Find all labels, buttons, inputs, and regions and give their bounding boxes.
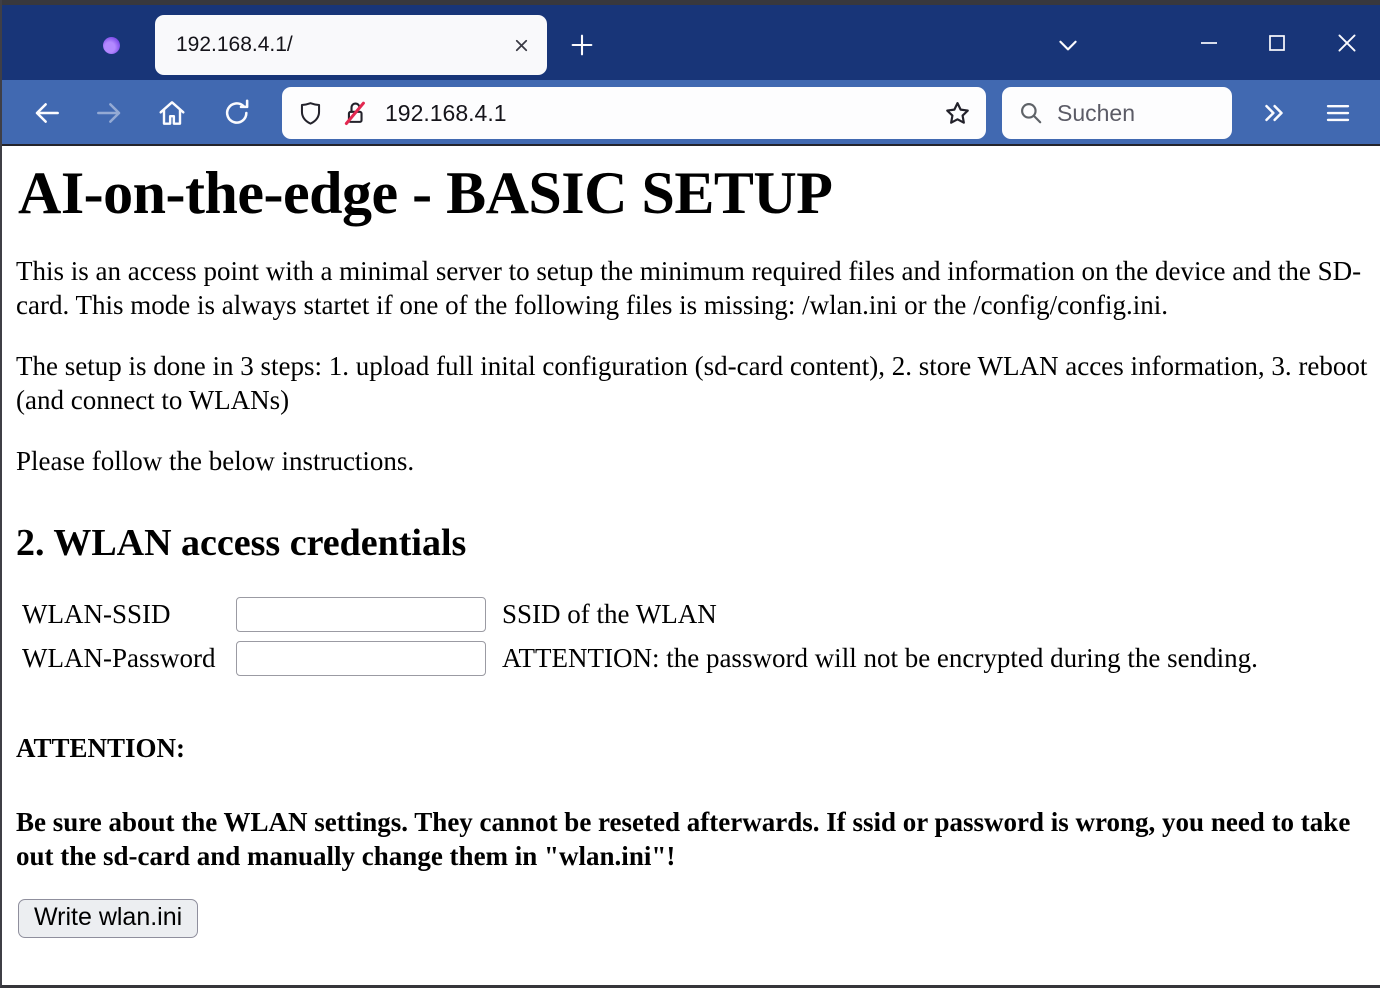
plus-icon: [568, 31, 596, 59]
bookmark-star-button[interactable]: [943, 99, 972, 128]
menu-button[interactable]: [1318, 93, 1358, 133]
search-icon: [1018, 100, 1044, 126]
reload-icon: [221, 97, 253, 129]
url-text: 192.168.4.1: [385, 99, 507, 126]
wlan-credentials-table: [18, 588, 1262, 685]
hamburger-icon: [1323, 98, 1353, 128]
attention-label: ATTENTION:: [16, 733, 186, 764]
reload-button[interactable]: [217, 93, 257, 133]
navigation-toolbar: [2, 80, 1380, 146]
maximize-icon: [1265, 31, 1289, 55]
wlan-ssid-label: WLAN-SSID: [22, 599, 171, 630]
arrow-left-icon: [31, 97, 63, 129]
chevron-down-icon: [1055, 32, 1081, 58]
firefox-logo-icon: [103, 37, 120, 54]
page-title: AI-on-the-edge - BASIC SETUP: [18, 160, 833, 226]
intro-paragraph-2: The setup is done in 3 steps: 1. upload full inital configuration (sd-card content), 2. store WLAN acces information, 3. reboot (and connect to WLANs): [16, 351, 1368, 416]
wlan-password-label: WLAN-Password: [22, 643, 216, 674]
window-close-button[interactable]: [1324, 13, 1370, 73]
page-content: [2, 160, 1380, 938]
overflow-toolbar-button[interactable]: [1254, 93, 1294, 133]
shield-icon: [297, 99, 324, 128]
home-button[interactable]: [152, 93, 192, 133]
intro-paragraph-1: This is an access point with a minimal server to setup the minimum required files and information on the device and the SD-card. This mode is always startet if one of the following files is missing: /wlan.ini or the /config/config.ini.: [16, 256, 1362, 321]
table-row-password: [22, 641, 1258, 676]
tab-title: 192.168.4.1/: [176, 33, 293, 56]
back-button[interactable]: [27, 93, 67, 133]
close-icon: [1334, 30, 1360, 56]
new-tab-button[interactable]: [562, 25, 602, 65]
write-wlan-ini-button[interactable]: Write wlan.ini: [18, 899, 198, 938]
intro-paragraph-3: Please follow the below instructions.: [16, 446, 415, 477]
tracking-protection-shield-icon[interactable]: [297, 99, 324, 128]
window-maximize-button[interactable]: [1254, 13, 1300, 73]
firefox-view-button[interactable]: [95, 29, 127, 61]
browser-tab[interactable]: [155, 15, 547, 75]
connection-security-button[interactable]: [341, 98, 369, 128]
arrow-right-icon: [93, 97, 125, 129]
home-icon: [156, 97, 188, 129]
star-outline-icon: [943, 99, 972, 128]
search-input[interactable]: [1057, 100, 1217, 127]
table-row-ssid: [22, 597, 1258, 632]
tab-close-button[interactable]: [512, 36, 531, 55]
warning-text: Be sure about the WLAN settings. They cannot be reseted afterwards. If ssid or password is wrong, you need to take out the sd-card and manually change them in "wlan.ini"!: [16, 807, 1351, 872]
close-icon: [512, 36, 531, 55]
tab-bar: [2, 5, 1380, 80]
wlan-password-description: ATTENTION: the password will not be encrypted during the sending.: [502, 643, 1258, 674]
search-bar[interactable]: [1002, 87, 1232, 139]
wlan-ssid-input[interactable]: [236, 597, 486, 632]
forward-button[interactable]: [89, 93, 129, 133]
lock-insecure-icon: [341, 98, 369, 128]
url-bar[interactable]: [282, 87, 986, 139]
list-all-tabs-button[interactable]: [1046, 23, 1090, 67]
wlan-password-input[interactable]: [236, 641, 486, 676]
double-chevron-right-icon: [1259, 98, 1289, 128]
wlan-ssid-description: SSID of the WLAN: [502, 599, 717, 630]
minimize-icon: [1197, 31, 1221, 55]
window-minimize-button[interactable]: [1186, 13, 1232, 73]
section-heading-wlan-credentials: 2. WLAN access credentials: [16, 522, 467, 565]
